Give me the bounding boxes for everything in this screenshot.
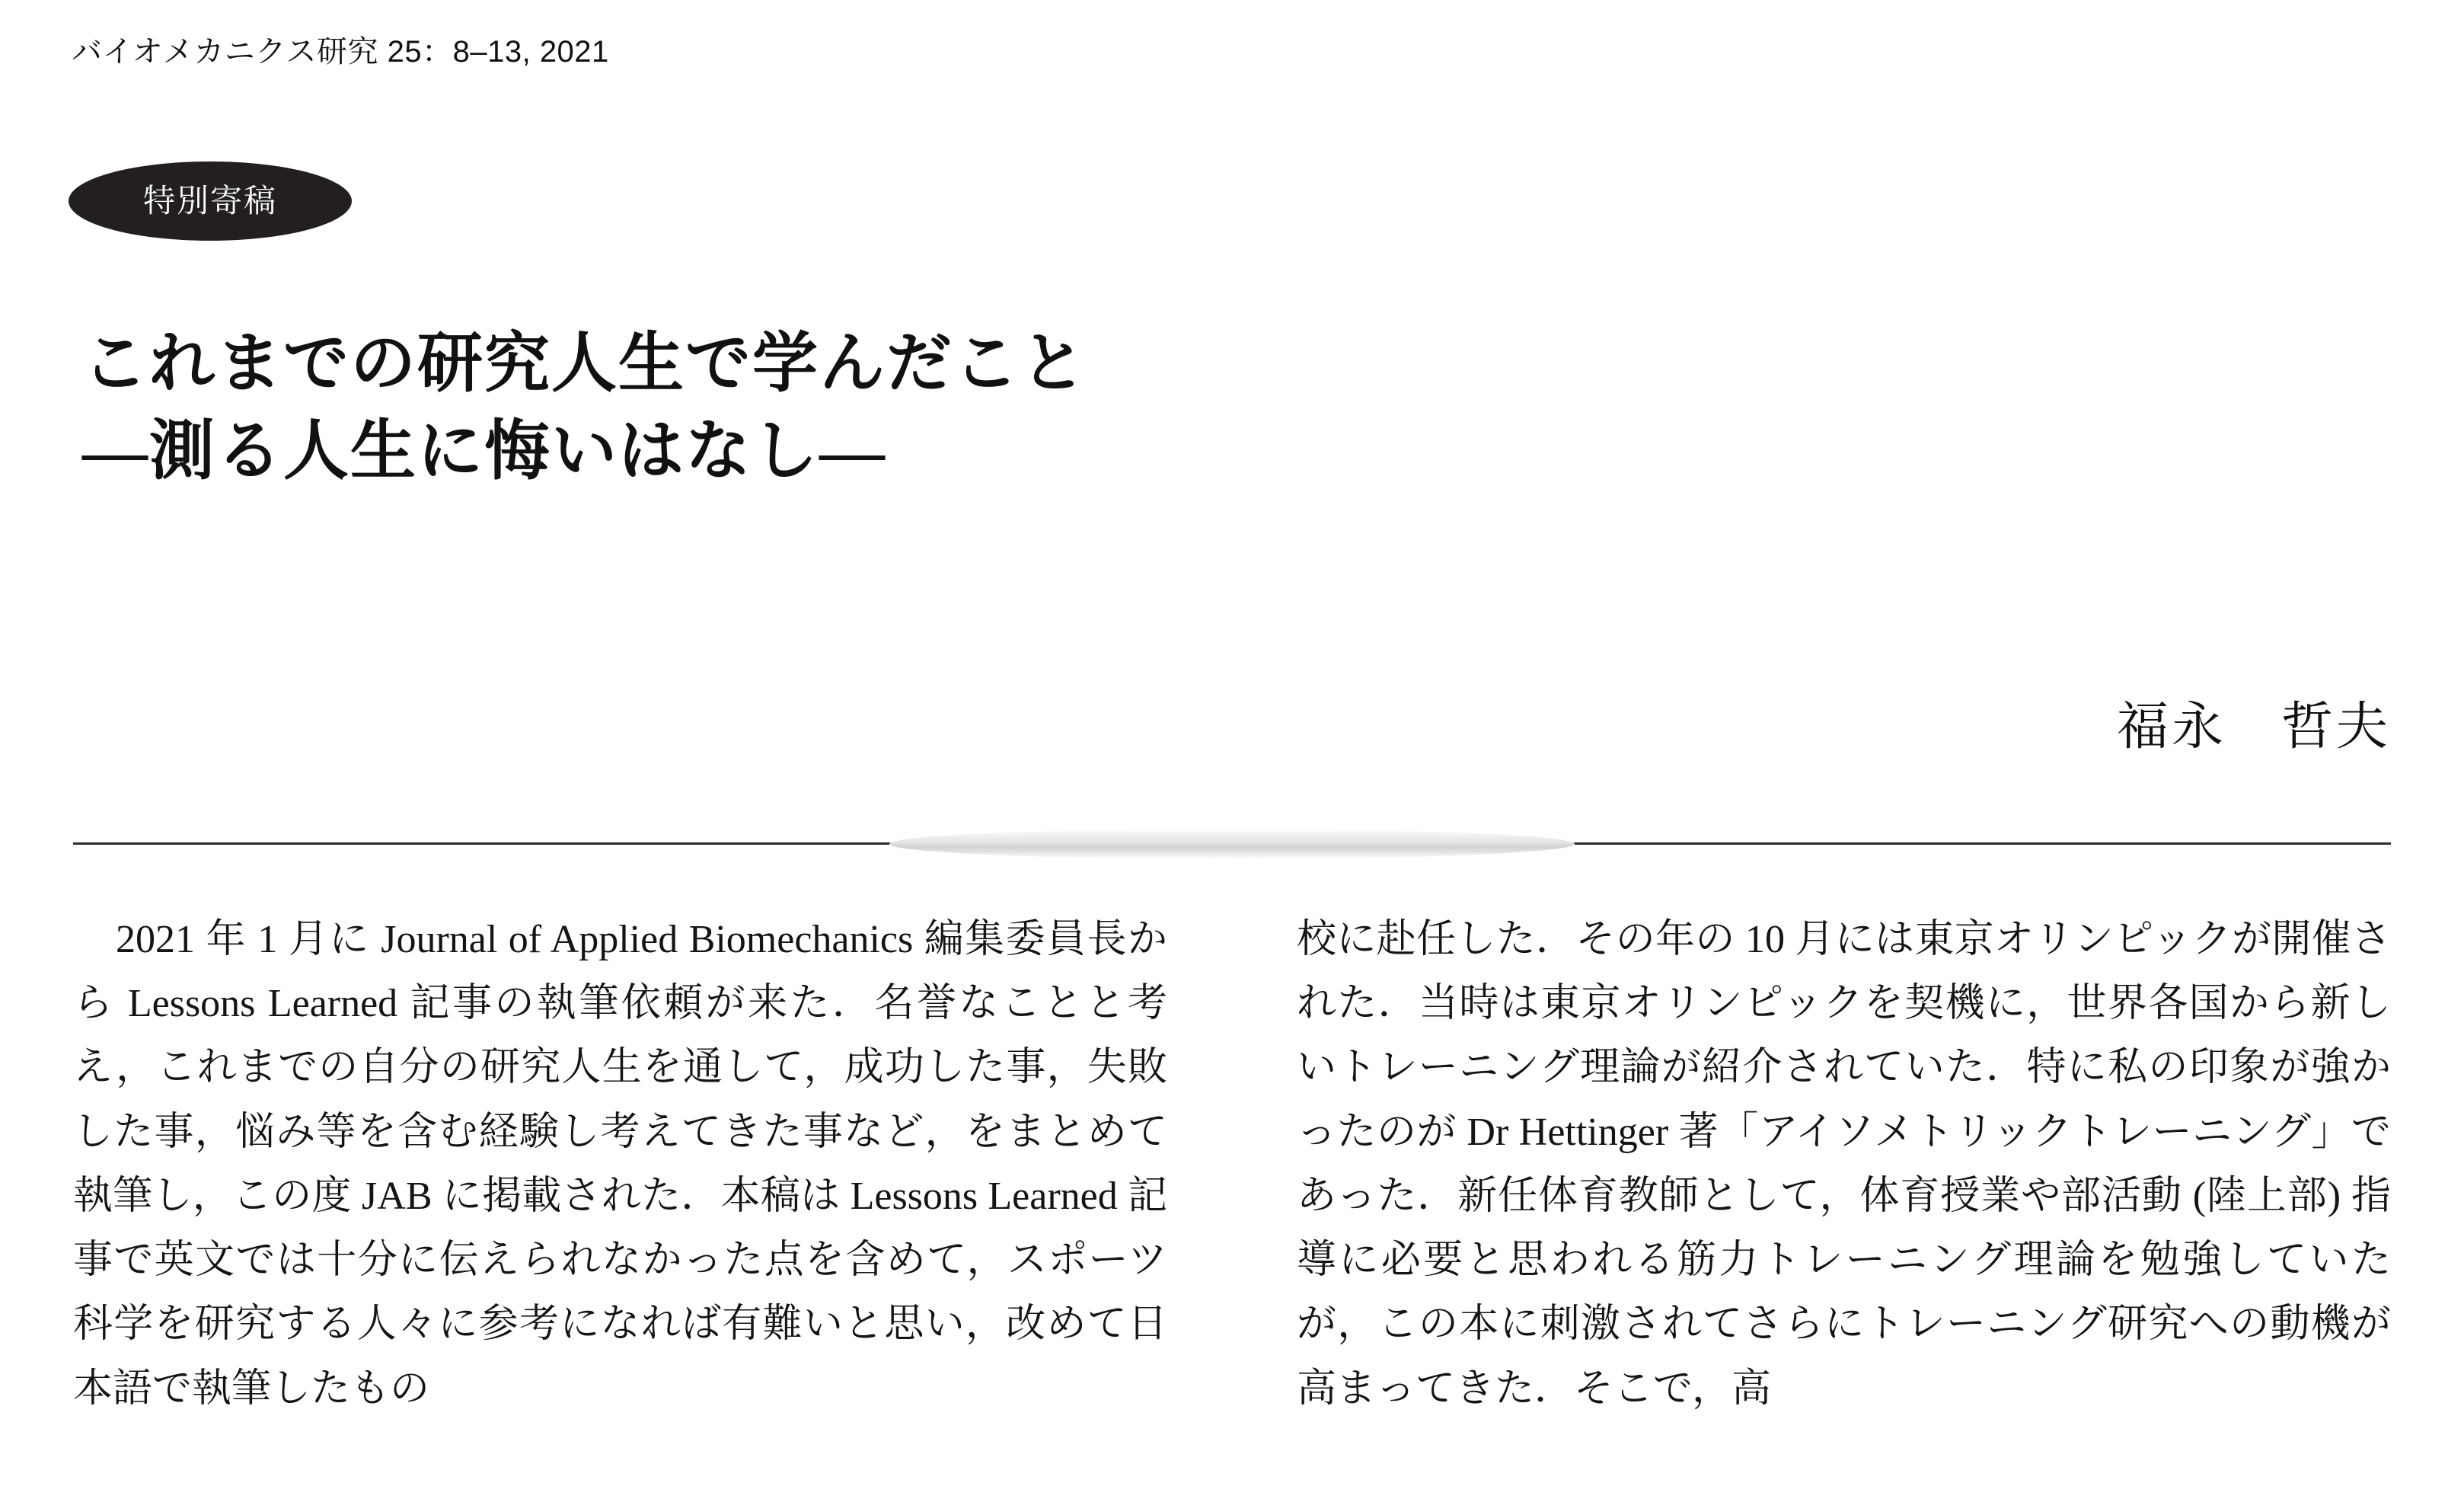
article-category-label: 特別寄稿 bbox=[142, 183, 277, 219]
body-columns bbox=[73, 908, 2391, 1421]
title-line-2: ―測る人生に悔いはなし― bbox=[82, 414, 886, 488]
body-column-left bbox=[73, 908, 1167, 1421]
body-column-right bbox=[1297, 908, 2391, 1421]
journal-running-head: バイオメカニクス研究 25：8–13, 2021 bbox=[72, 35, 609, 69]
section-divider bbox=[73, 829, 2391, 859]
author-name: 福永 哲夫 bbox=[2116, 698, 2391, 756]
title-line-1: これまでの研究人生で学んだこと bbox=[82, 327, 1087, 400]
body-paragraph: 2021 年 1 月に Journal of Applied Biomechanics 編集委員長から Lessons Learned 記事の執筆依頼が来た．名誉なことと考え，これまでの自分の研究人生を通して，成功した事，失敗した事，悩み等を含む経験し考えてきた事など，をまとめて執筆し，この度 JAB に掲載された．本稿は Lessons Learned 記事で英文では十分に伝えられなかった点を含めて，スポーツ科学を研究する人々に参考になれば有難いと思い，改めて日本語で執筆したもの bbox=[73, 918, 1167, 1411]
page-title bbox=[82, 320, 1910, 495]
body-paragraph: 校に赴任した．その年の 10 月には東京オリンピックが開催された．当時は東京オリンピックを契機に，世界各国から新しいトレーニング理論が紹介されていた．特に私の印象が強かったのが Dr Hettinger 著「アイソメトリックトレーニング」であった．新任体育教師として，体育授業や部活動 (陸上部) 指導に必要と思われる筋力トレーニング理論を勉強していたが，この本に刺激されてさらにトレーニング研究への動機が高まってきた．そこで，高 bbox=[1297, 918, 2391, 1411]
divider-lens-ornament bbox=[889, 829, 1575, 859]
article-category-badge bbox=[69, 161, 352, 241]
